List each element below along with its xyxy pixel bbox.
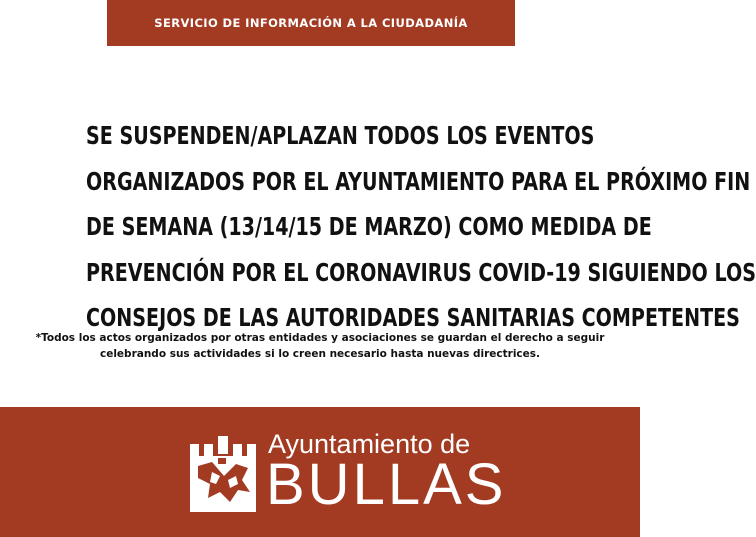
headline-line: PREVENCIÓN POR EL CORONAVIRUS COVID-19 SIGUIENDO LOS (86, 257, 756, 287)
announcement-headline (86, 113, 756, 341)
logo-text-ayuntamiento: Ayuntamiento de (268, 429, 471, 459)
footnote (20, 330, 620, 362)
info-service-banner (107, 0, 515, 46)
footnote-line: *Todos los actos organizados por otras entidades y asociaciones se guardan el derecho a seguir (35, 332, 605, 344)
castle-emblem-icon (190, 436, 256, 512)
banner-text: SERVICIO DE INFORMACIÓN A LA CIUDADANÍA (154, 16, 468, 30)
footnote-line: celebrando sus actividades si lo creen necesario hasta nuevas directrices. (99, 348, 541, 360)
headline-line: CONSEJOS DE LAS AUTORIDADES SANITARIAS COMPETENTES (86, 303, 740, 332)
headline-line: SE SUSPENDEN/APLAZAN TODOS LOS EVENTOS (86, 121, 595, 150)
logo-text-bullas: BULLAS (266, 452, 507, 517)
headline-line: ORGANIZADOS POR EL AYUNTAMIENTO PARA EL PRÓXIMO FIN (86, 166, 751, 196)
headline-line: DE SEMANA (13/14/15 DE MARZO) COMO MEDIDA DE (86, 212, 652, 241)
